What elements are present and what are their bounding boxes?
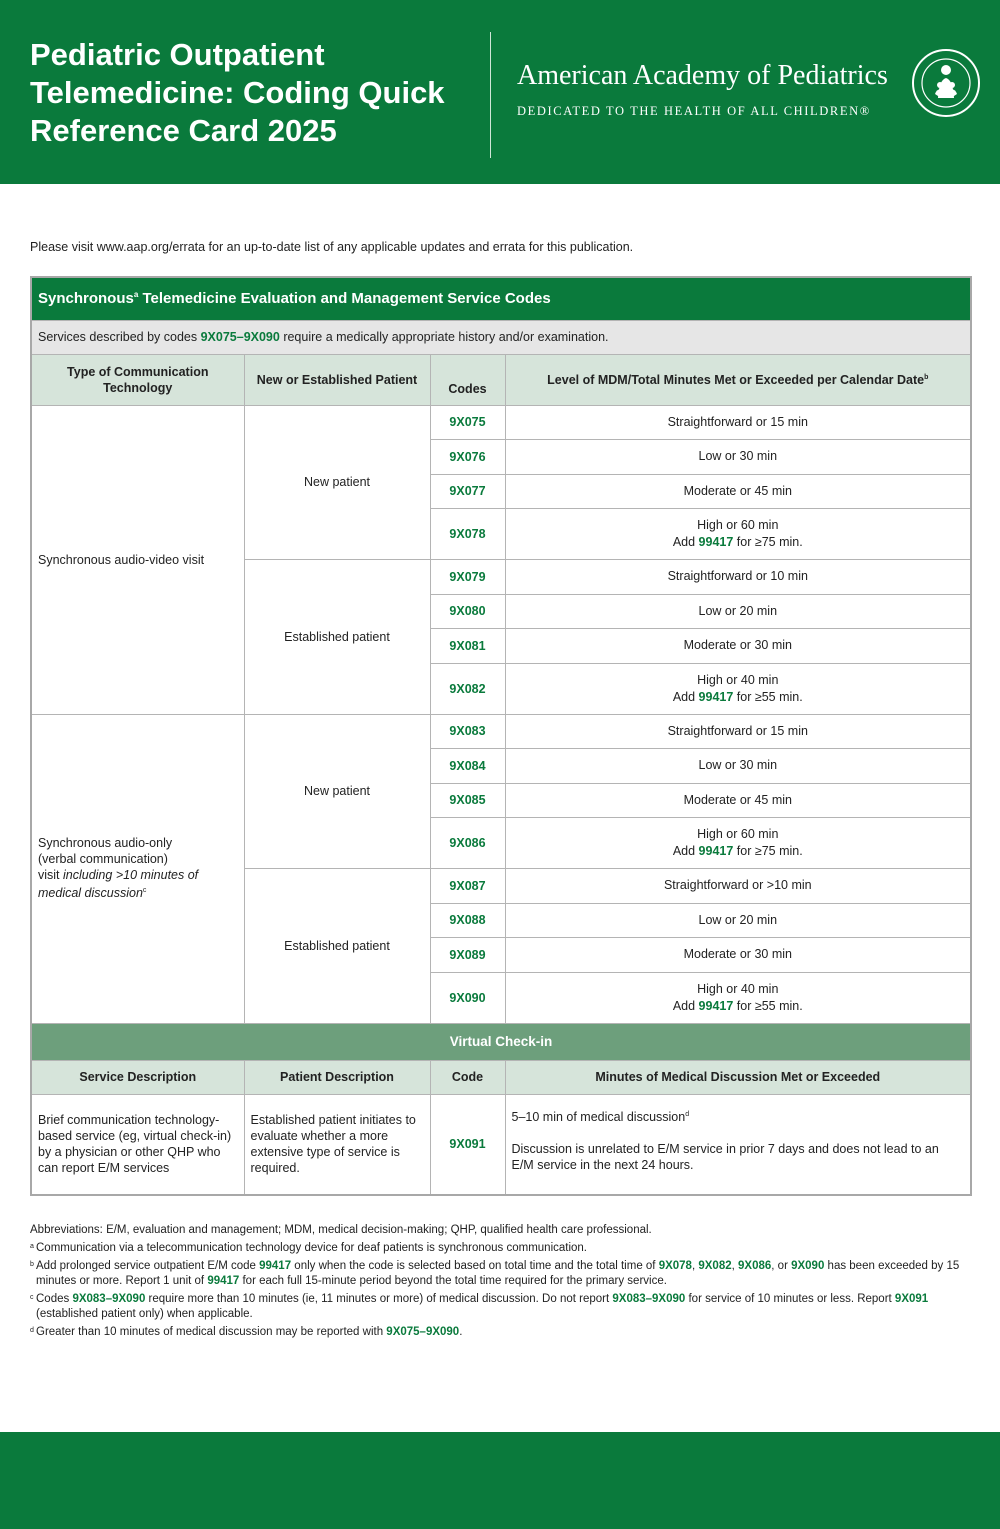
- col-header-level: Level of MDM/Total Minutes Met or Exceeded per Calendar Date$^b$: [505, 354, 971, 405]
- aap-seal-logo: [911, 48, 981, 118]
- code-cell: 9X089: [430, 938, 505, 973]
- footnote-c: c Codes 9X083–9X090 require more than 10 minutes (ie, 11 minutes or more) of medical discussion. Do not report 9X083–9X090 for service of 10 minutes or less. Report 9X091 (established patient only) when applicable.: [30, 1293, 929, 1320]
- code-cell: 9X076: [430, 440, 505, 475]
- code-cell: 9X083: [430, 714, 505, 749]
- col-header-service: Service Description: [31, 1060, 244, 1094]
- virtual-checkin-title: Virtual Check-in: [31, 1023, 971, 1060]
- established-patient-label: Established patient: [244, 560, 430, 715]
- code-cell: 9X078: [430, 509, 505, 560]
- level-cell: Low or 20 min: [505, 903, 971, 938]
- level-cell: Straightforward or 15 min: [505, 714, 971, 749]
- table-row: [31, 714, 971, 749]
- header-divider: [490, 32, 491, 158]
- code-cell: 9X090: [430, 972, 505, 1023]
- virtual-checkin-header-row: [31, 1060, 971, 1094]
- minutes-description: 5–10 min of medical discussion$^d$ Discussion is unrelated to E/M service in prior 7 days and does not lead to an E/M service in the next 24 hours.: [505, 1094, 971, 1195]
- footnote-b: b Add prolonged service outpatient E/M code 99417 only when the code is selected based on total time and the total time of 9X078, 9X082, 9X086, or 9X090 has been exceeded by 15 minutes or more. Report 1 unit of 99417 for each full 15-minute period beyond the total time required for the primary service.: [30, 1260, 960, 1287]
- code-cell: 9X086: [430, 818, 505, 869]
- telemedicine-codes-table: [30, 276, 972, 1196]
- sync-table-header-row: [31, 354, 971, 405]
- level-cell: Moderate or 45 min: [505, 783, 971, 818]
- col-header-codes: Codes: [430, 354, 505, 405]
- service-description: Brief communication technology-based service (eg, virtual check-in) by a physician or other QHP who can report E/M services: [31, 1094, 244, 1195]
- code-cell: 9X085: [430, 783, 505, 818]
- level-cell: Straightforward or 10 min: [505, 560, 971, 595]
- page-title: Pediatric Outpatient Telemedicine: Coding Quick Reference Card 2025: [30, 37, 445, 148]
- level-cell: Low or 30 min: [505, 749, 971, 784]
- virtual-checkin-row: [31, 1094, 971, 1195]
- new-patient-label: New patient: [244, 714, 430, 869]
- new-patient-label: New patient: [244, 405, 430, 560]
- footnote-d: d Greater than 10 minutes of medical discussion may be reported with 9X075–9X090.: [30, 1326, 463, 1338]
- sync-table-title: Synchronous$^a$ Telemedicine Evaluation and Management Service Codes: [31, 277, 971, 320]
- level-cell: High or 40 min Add 99417 for ≥55 min.: [505, 972, 971, 1023]
- level-cell: Straightforward or 15 min: [505, 405, 971, 440]
- col-header-code: Code: [430, 1060, 505, 1094]
- code-cell: 9X082: [430, 663, 505, 714]
- col-header-type: Type of Communication Technology: [31, 354, 244, 405]
- audio-only-label: Synchronous audio-only (verbal communication) visit including >10 minutes of medical discussion$^c$: [31, 714, 244, 1023]
- col-header-minutes: Minutes of Medical Discussion Met or Exceeded: [505, 1060, 971, 1094]
- code-cell: 9X077: [430, 474, 505, 509]
- level-cell: High or 40 min Add 99417 for ≥55 min.: [505, 663, 971, 714]
- sync-table-note-row: [31, 320, 971, 354]
- code-cell: 9X079: [430, 560, 505, 595]
- level-cell: Moderate or 30 min: [505, 629, 971, 664]
- code-cell: 9X091: [430, 1094, 505, 1195]
- code-cell: 9X088: [430, 903, 505, 938]
- level-cell: Straightforward or >10 min: [505, 869, 971, 904]
- col-header-patient: New or Established Patient: [244, 354, 430, 405]
- errata-note: Please visit www.aap.org/errata for an up-to-date list of any applicable updates and errata for this publication.: [30, 240, 634, 254]
- col-header-patient-desc: Patient Description: [244, 1060, 430, 1094]
- audio-video-label: Synchronous audio-video visit: [31, 405, 244, 714]
- page-footer: [0, 1432, 1000, 1529]
- level-cell: High or 60 min Add 99417 for ≥75 min.: [505, 818, 971, 869]
- sync-table-title-row: [31, 277, 971, 320]
- org-tagline: DEDICATED TO THE HEALTH OF ALL CHILDREN®: [517, 104, 871, 118]
- org-name: American Academy of Pediatrics: [517, 60, 888, 91]
- level-cell: Moderate or 45 min: [505, 474, 971, 509]
- code-cell: 9X087: [430, 869, 505, 904]
- established-patient-label: Established patient: [244, 869, 430, 1024]
- level-cell: Low or 20 min: [505, 594, 971, 629]
- footnote-a: a Communication via a telecommunication technology device for deaf patients is synchronous communication.: [30, 1242, 588, 1254]
- level-cell: Low or 30 min: [505, 440, 971, 475]
- code-cell: 9X081: [430, 629, 505, 664]
- page-header: [0, 0, 1000, 184]
- virtual-checkin-title-row: [31, 1023, 971, 1060]
- level-cell: High or 60 min Add 99417 for ≥75 min.: [505, 509, 971, 560]
- patient-description: Established patient initiates to evaluate whether a more extensive type of service is required.: [244, 1094, 430, 1195]
- sync-table-note: Services described by codes 9X075–9X090 require a medically appropriate history and/or examination.: [31, 320, 971, 354]
- table-row: [31, 405, 971, 440]
- code-cell: 9X084: [430, 749, 505, 784]
- footnotes: [30, 1223, 960, 1340]
- level-cell: Moderate or 30 min: [505, 938, 971, 973]
- abbreviations-note: Abbreviations: E/M, evaluation and management; MDM, medical decision-making; QHP, qualified health care professional.: [30, 1224, 652, 1236]
- code-cell: 9X075: [430, 405, 505, 440]
- code-cell: 9X080: [430, 594, 505, 629]
